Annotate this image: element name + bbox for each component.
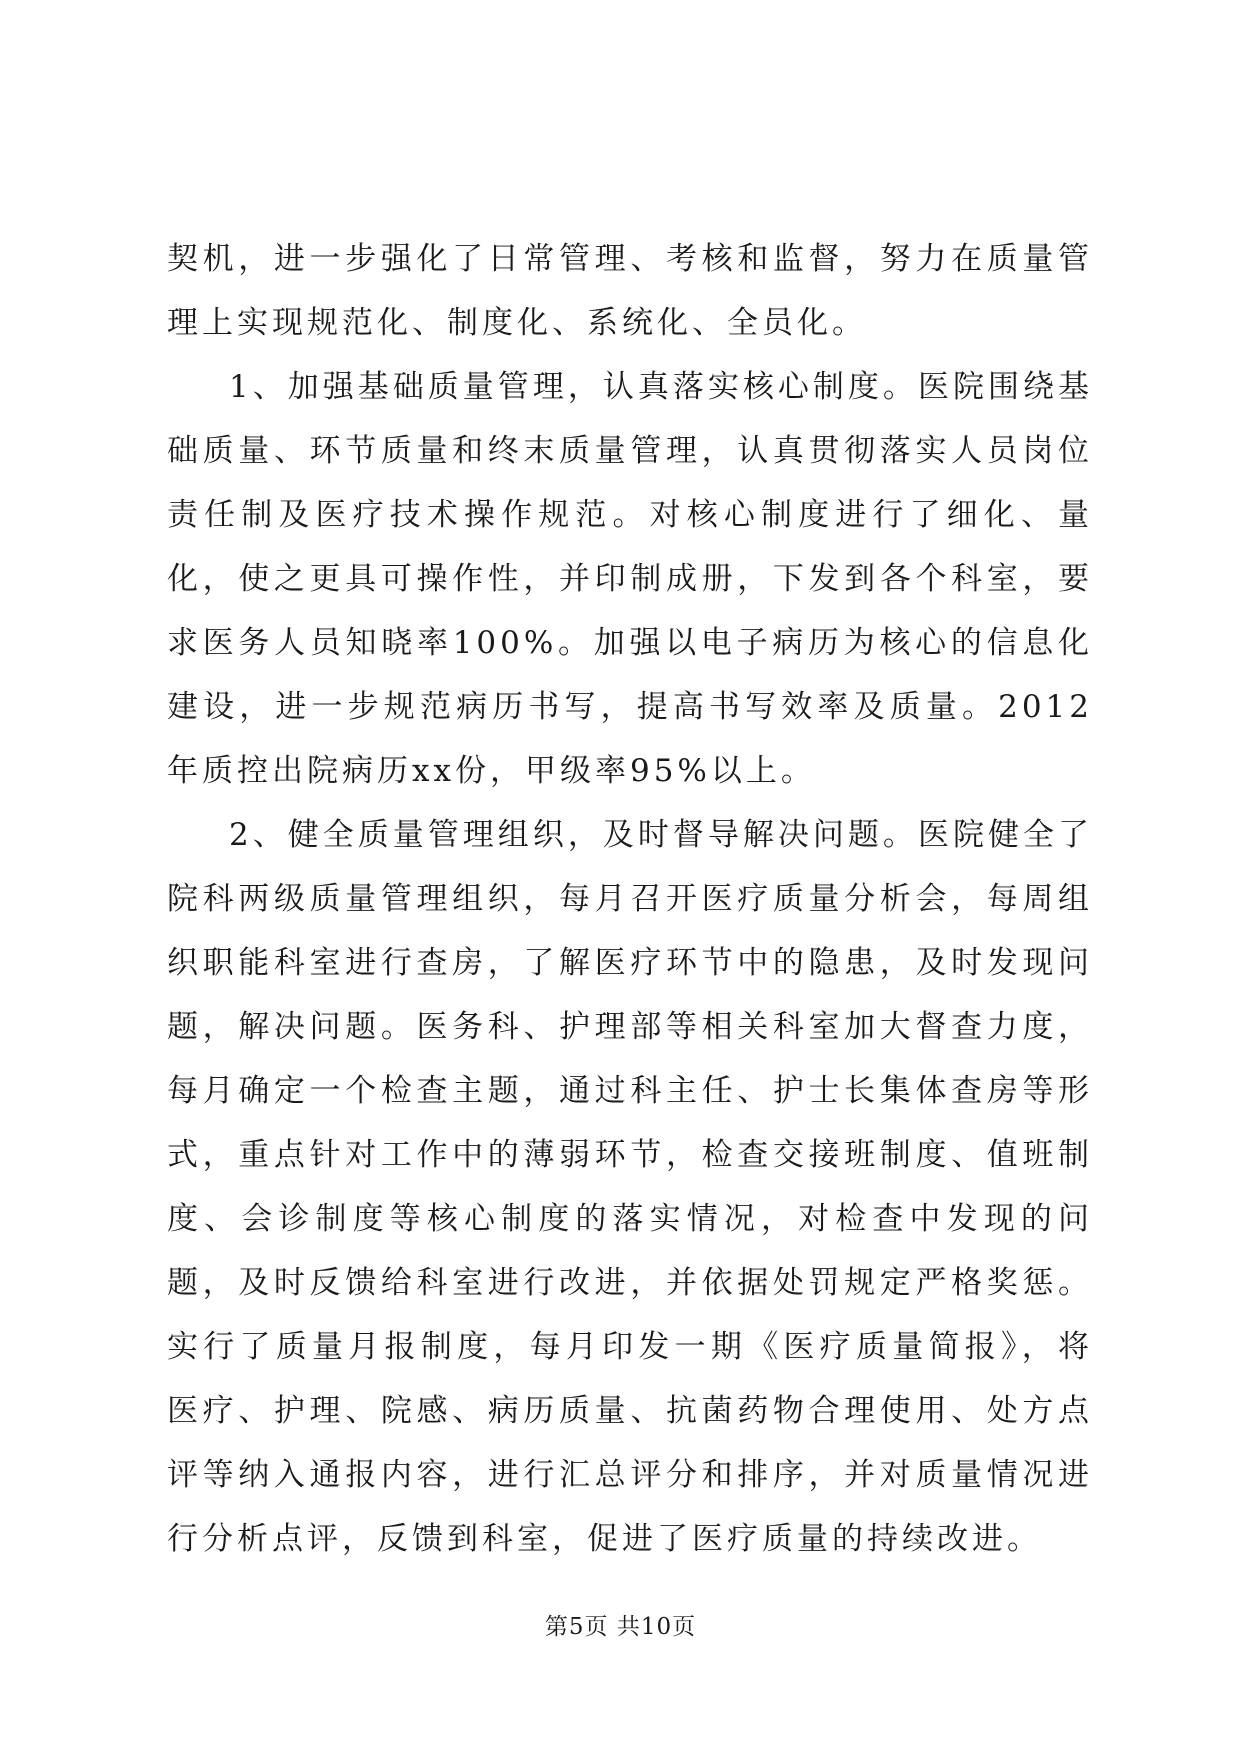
- paragraph-basic-quality: 1、加强基础质量管理，认真落实核心制度。医院围绕基础质量、环节质量和终末质量管理，认真贯彻落实人员岗位责任制及医疗技术操作规范。对核心制度进行了细化、量化，使之更具可操作性，并印制成册，下发到各个科室，要求医务人员知晓率100%。加强以电子病历为核心的信息化建设，进一步规范病历书写，提高书写效率及质量。2012年质控出院病历xx份，甲级率95%以上。: [167, 369, 1093, 789]
- page-number-footer: 第5页 共10页: [544, 1614, 697, 1640]
- paragraph-quality-organization: 2、健全质量管理组织，及时督导解决问题。医院健全了院科两级质量管理组织，每月召开医疗质量分析会，每周组织职能科室进行查房，了解医疗环节中的隐患，及时发现问题，解决问题。医务科、护理部等相关科室加大督查力度，每月确定一个检查主题，通过科主任、护士长集体查房等形式，重点针对工作中的薄弱环节，检查交接班制度、值班制度、会诊制度等核心制度的落实情况，对检查中发现的问题，及时反馈给科室进行改进，并依据处罚规定严格奖惩。实行了质量月报制度，每月印发一期《医疗质量简报》，将医疗、护理、院感、病历质量、抗菌药物合理使用、处方点评等纳入通报内容，进行汇总评分和排序，并对质量情况进行分析点评，反馈到科室，促进了医疗质量的持续改进。: [167, 817, 1093, 1557]
- document-body: [167, 227, 1093, 1571]
- paragraph-continuation: 契机，进一步强化了日常管理、考核和监督，努力在质量管理上实现规范化、制度化、系统化、全员化。: [167, 241, 1093, 341]
